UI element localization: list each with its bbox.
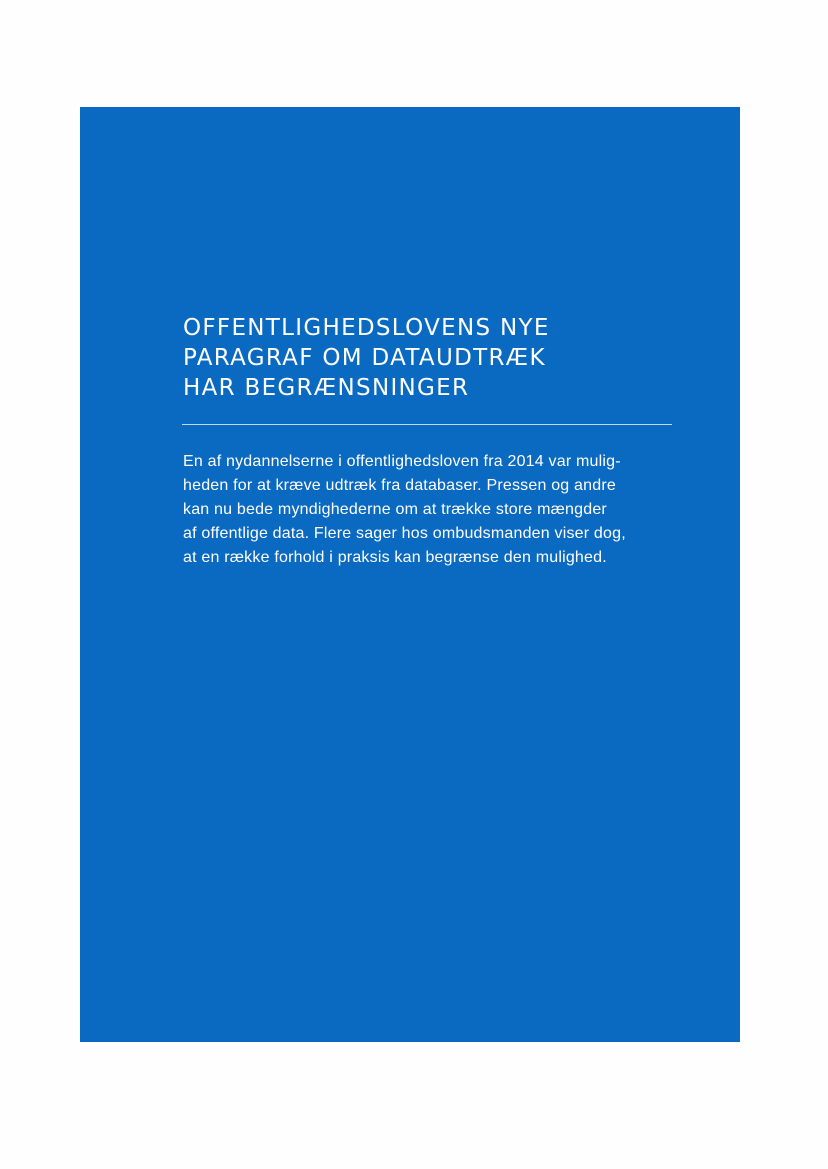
heading-line: HAR BEGRÆNSNINGER xyxy=(183,375,470,401)
blue-intro-panel xyxy=(80,107,740,1042)
heading-line: OFFENTLIGHEDSLOVENS NYE xyxy=(183,315,550,341)
paragraph-line: at en række forhold i praksis kan begrænse den mulighed. xyxy=(183,549,607,566)
intro-paragraph xyxy=(183,450,703,570)
article-heading xyxy=(183,313,703,403)
paragraph-line: af offentlige data. Flere sager hos ombudsmanden viser dog, xyxy=(183,525,626,542)
paragraph-line: heden for at kræve udtræk fra databaser. Pressen og andre xyxy=(183,477,616,494)
heading-line: PARAGRAF OM DATAUDTRÆK xyxy=(183,345,546,371)
heading-divider xyxy=(182,424,672,425)
paragraph-line: En af nydannelserne i offentlighedsloven fra 2014 var mulig- xyxy=(183,453,621,470)
paragraph-line: kan nu bede myndighederne om at trække store mængder xyxy=(183,501,607,518)
